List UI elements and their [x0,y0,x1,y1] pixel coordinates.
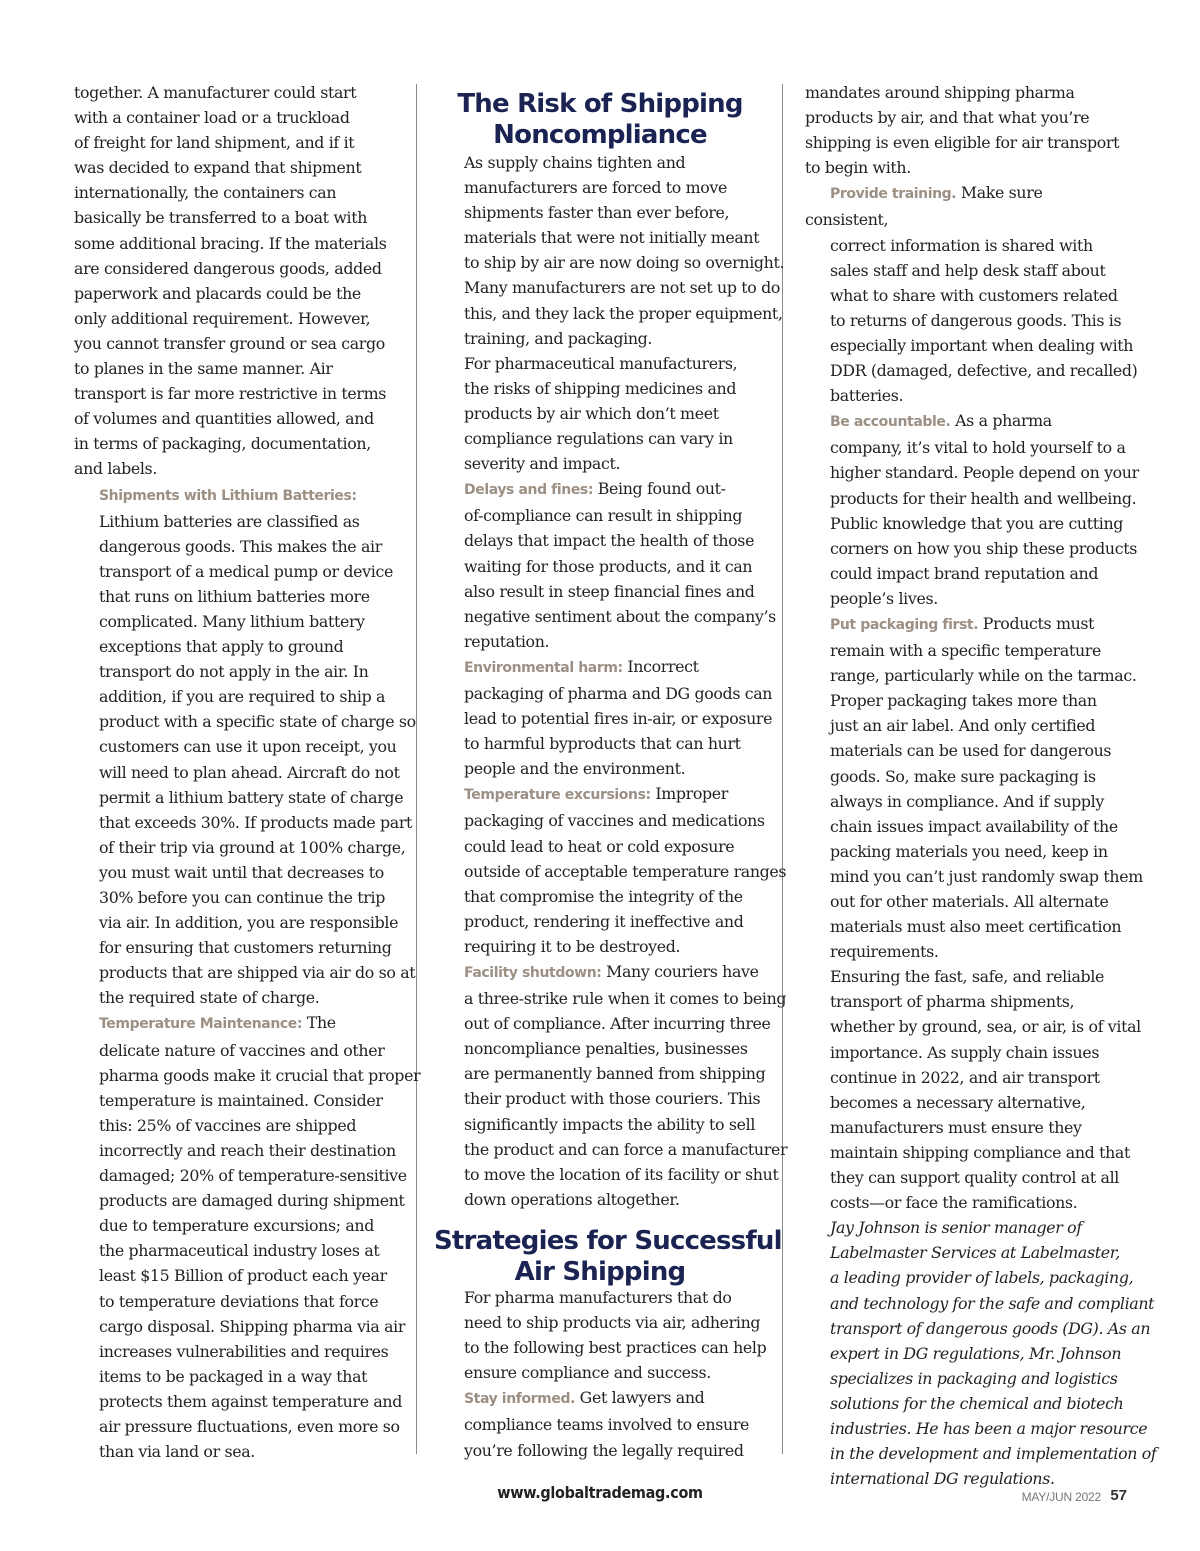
text-line: and labels. [74,459,157,479]
text-line: Public knowledge that you are cutting [830,513,1124,533]
lithium-lead: Shipments with Lithium Batteries: [99,487,357,504]
text-line: products that are shipped via air do so at [99,963,416,983]
text-line: compliance teams involved to ensure [464,1415,750,1435]
text-line: items to be packaged in a way that [99,1366,368,1386]
text-line: that runs on lithium batteries more [99,586,370,606]
text-line: transport of dangerous goods (DG). As an [830,1318,1151,1338]
text-line: could impact brand reputation and [830,563,1099,583]
text-line: only additional requirement. However, [74,308,371,328]
text-line: what to share with customers related [830,285,1118,305]
text-line: products for their health and wellbeing. [830,488,1137,508]
text-line: they can support quality control at all [830,1168,1119,1188]
text-line: together. A manufacturer could start [74,83,357,102]
text-line: significantly impacts the ability to sell [464,1114,756,1134]
text-line: reputation. [464,631,550,651]
text-line: for ensuring that customers returning [99,938,392,958]
text-line: a three-strike rule when it comes to being [464,989,787,1009]
text-line: Many manufacturers are not set up to do [464,278,781,298]
text-line: Lithium batteries are classified as [99,511,360,531]
text-line: Proper packaging takes more than [830,691,1097,711]
text-line: Ensuring the fast, safe, and reliable [830,967,1105,987]
text-line: product, rendering it ineffective and [464,911,744,931]
author-bio [805,1215,1157,1491]
text-line: becomes a necessary alternative, [830,1092,1086,1112]
text-line: negative sentiment about the company’s [464,606,776,626]
text-line: will need to plan ahead. Aircraft do not [99,762,400,782]
accountable-lead: Be accountable. [830,414,951,431]
text-line: dangerous goods. This makes the air [99,536,382,556]
text-line: especially important when dealing with [830,335,1134,355]
environmental-paragraph: Environmental harm: Incorrect packaging of pharma and DG goods can lead to potential fires in-air, or exposure to harmful byproducts that can hurt people and the environment. [439,654,761,781]
text-line: a leading provider of labels, packaging, [830,1268,1134,1288]
page-number: 57 [1110,1487,1127,1504]
text-line: that exceeds 30%. If products made part [99,812,413,832]
text-line: permit a lithium battery state of charge [99,787,404,807]
text-line: than via land or sea. [99,1442,255,1462]
text-line: products by air which don’t meet [464,403,719,423]
text-line: range, particularly while on the tarmac. [830,666,1137,686]
text-line: delicate nature of vaccines and other [99,1040,385,1060]
delays-paragraph: Delays and fines: Being found out- of-compliance can result in shipping delays that impact the health of those waiting for those products, and it can also result in steep financial fines and negative sentiment about the company’s reputation. [439,476,761,654]
text-line: to returns of dangerous goods. This is [830,310,1122,330]
text-line: importance. As supply chain issues [830,1042,1100,1062]
text-line: sales staff and help desk staff about [830,260,1106,280]
text-line: waiting for those products, and it can [464,556,753,576]
excursions-lead: Temperature excursions: [464,787,651,804]
text-line: the pharmaceutical industry loses at [99,1241,380,1261]
text-line: also result in steep financial fines and [464,581,755,601]
article-column-3 [805,80,1157,1491]
text-line: packaging of pharma and DG goods can [464,683,773,703]
text-line: due to temperature excursions; and [99,1216,375,1236]
intro-paragraph [74,80,396,482]
footer-issue-date: MAY/JUN 2022 [1021,1490,1101,1504]
text-line: For pharmaceutical manufacturers, [464,353,738,373]
text-line: requirements. [830,942,939,962]
text-line: mind you can’t just randomly swap them [830,866,1143,886]
column-divider-right [782,84,783,1454]
text-line: just an air label. And only certified [830,716,1096,736]
informed-paragraph: Stay informed. Get lawyers and compliance teams involved to ensure you’re following the legally required [439,1385,761,1462]
text-line: whether by ground, sea, or air, is of vital [830,1017,1141,1037]
text-line: costs—or face the ramifications. [830,1193,1078,1213]
text-line: in the development and implementation of [830,1444,1157,1464]
text-line: ensure compliance and success. [464,1363,711,1383]
article-column-1 [74,80,421,1464]
text-line: The Risk of Shipping [457,89,743,119]
text-line: corners on how you ship these products [830,538,1137,558]
text-line: severity and impact. [464,454,621,474]
text-line: incorrectly and reach their destination [99,1140,396,1160]
text-line: For pharma manufacturers that do [464,1288,732,1307]
packaging-lead: Put packaging first. [830,616,979,633]
text-line: transport of pharma shipments, [830,992,1075,1012]
text-line: packing materials you need, keep in [830,841,1108,861]
text-line: complicated. Many lithium battery [99,611,365,631]
best-practices-paragraph [439,1285,767,1385]
text-line: protects them against temperature and [99,1391,403,1411]
text-line: out for other materials. All alternate [830,892,1109,911]
text-line: you must wait until that decreases to [99,862,384,882]
text-line: and technology for the safe and compliant [830,1293,1155,1313]
text-line: to begin with. [805,158,911,178]
training-lead: Provide training. [830,186,957,203]
text-line: are permanently banned from shipping [464,1064,766,1084]
text-line: could lead to heat or cold exposure [464,836,735,856]
text-line: to temperature deviations that force [99,1291,379,1311]
text-line: damaged; 20% of temperature-sensitive [99,1166,407,1186]
text-line: maintain shipping compliance and that [830,1142,1130,1162]
text-line: their product with those couriers. This [464,1089,761,1109]
text-line: of freight for land shipment, and if it [74,133,355,153]
text-line: chain issues impact availability of the [830,816,1118,836]
text-line: to move the location of its facility or shut [464,1164,779,1184]
text-line: solutions for the chemical and biotech [830,1393,1124,1413]
text-line: customers can use it upon receipt, you [99,737,397,757]
text-line: Jay Johnson is senior manager of [830,1218,1082,1238]
text-line: Noncompliance [493,120,707,150]
text-line: product with a specific state of charge so [99,712,416,732]
text-line: training, and packaging. [464,328,653,348]
text-line: manufacturers are forced to move [464,178,727,198]
text-line: out of compliance. After incurring three [464,1014,771,1034]
text-line: of volumes and quantities allowed, and [74,409,374,429]
text-line: exceptions that apply to ground [99,637,344,657]
article-column-2-continued [439,1285,767,1463]
informed-lead: Stay informed. [464,1391,575,1408]
text-line: DDR (damaged, defective, and recalled) [830,361,1138,381]
text-line: paperwork and placards could be the [74,283,361,303]
text-line: shipping is even eligible for air transport [805,133,1120,153]
text-line: international DG regulations. [830,1469,1055,1489]
text-line: cargo disposal. Shipping pharma via air [99,1316,406,1336]
text-line: with a container load or a truckload [74,108,350,128]
shutdown-paragraph: Facility shutdown: Many couriers have a three-strike rule when it comes to being out of compliance. After incurring three noncompliance penalties, businesses are permanently banned from shipping their product with those couriers. This significantly impacts the ability to sell the product and can force a manufacturer to move the location of its facility or shut down operations altogether. [439,959,761,1212]
text-line: transport of a medical pump or device [99,561,393,581]
text-line: higher standard. People depend on your [830,463,1139,483]
text-line: need to ship products via air, adhering [464,1313,761,1333]
pharma-risks-paragraph [439,351,761,476]
section-heading-risk [439,89,761,151]
text-line: via air. In addition, you are responsible [99,913,399,933]
text-line: materials must also meet certification [830,917,1122,937]
text-line: increases vulnerabilities and requires [99,1341,389,1361]
temperature-paragraph: Temperature Maintenance: The delicate nature of vaccines and other pharma goods make it crucial that proper temperature is maintained. Consider this: 25% of vaccines are shipped incorrectly and reach their destination damaged; 20% of temperature-sensitive products are damaged during shipment due to temperature excursions; and the pharmaceutical industry loses at least $15 Billion of product each year to temperature deviations that force cargo disposal. Shipping pharma via air increases vulnerabilities and requires items to be packaged in a way that protects them against temperature and air pressure fluctuations, even more so than via land or sea. [74,1010,396,1464]
lithium-paragraph [74,482,416,1011]
text-line: to harmful byproducts that can hurt [464,734,741,754]
text-line: the risks of shipping medicines and [464,378,737,398]
text-line: Strategies for Successful [434,1226,782,1256]
text-line: delays that impact the health of those [464,531,755,551]
text-line: products by air, and that what you’re [805,108,1090,128]
text-line: requiring it to be destroyed. [464,936,681,956]
text-line: batteries. [830,386,904,406]
text-line: down operations altogether. [464,1189,680,1209]
text-line: was decided to expand that shipment [74,158,362,178]
text-line: you cannot transfer ground or sea cargo [74,333,385,353]
text-line: materials can be used for dangerous [830,741,1112,761]
excursions-paragraph: Temperature excursions: Improper packaging of vaccines and medications could lead to heat or cold exposure outside of acceptable temperature ranges that compromise the integrity of the product, rendering it ineffective and requiring it to be destroyed. [439,781,761,959]
mandates-paragraph [805,80,1129,180]
text-line: industries. He has been a major resource [830,1418,1148,1438]
text-line: the required state of charge. [99,988,320,1008]
text-line: are considered dangerous goods, added [74,258,382,278]
shutdown-lead: Facility shutdown: [464,965,602,981]
text-line: compliance regulations can vary in [464,429,733,449]
accountable-paragraph: Be accountable. As a pharma company, it’s vital to hold yourself to a higher standard. People depend on your products for their health and wellbeing. Public knowledge that you are cutting corners on how you ship these products could impact brand reputation and people’s lives. [805,408,1129,611]
text-line: products are damaged during shipment [99,1191,405,1211]
text-line: people and the environment. [464,759,686,779]
text-line: Air Shipping [514,1257,686,1287]
text-line: outside of acceptable temperature ranges [464,861,787,881]
text-line: air pressure fluctuations, even more so [99,1416,400,1436]
text-line: correct information is shared with [830,235,1093,255]
text-line: continue in 2022, and air transport [830,1067,1100,1087]
text-line: of their trip via ground at 100% charge, [99,837,406,857]
text-line: this: 25% of vaccines are shipped [99,1115,357,1135]
text-line: internationally, the containers can [74,183,337,203]
text-line: the product and can force a manufacturer [464,1139,788,1159]
environmental-lead: Environmental harm: [464,659,623,676]
text-line: materials that were not initially meant [464,228,760,248]
text-line: specializes in packaging and logistics [830,1368,1118,1388]
text-line: 30% before you can continue the trip [99,888,385,907]
text-line: to ship by air are now doing so overnight. [464,253,785,273]
text-line: As supply chains tighten and [464,153,686,172]
text-line: to planes in the same manner. Air [74,359,333,379]
text-line: Labelmaster Services at Labelmaster, [830,1243,1120,1263]
column-divider-left [416,84,417,1454]
delays-lead: Delays and fines: [464,482,594,499]
text-line: to the following best practices can help [464,1338,767,1358]
text-line: that compromise the integrity of the [464,886,743,906]
text-line: of-compliance can result in shipping [464,506,743,526]
text-line: least $15 Billion of product each year [99,1266,387,1286]
text-line: pharma goods make it crucial that proper [99,1065,421,1085]
text-line: goods. So, make sure packaging is [830,766,1096,786]
text-line: company, it’s vital to hold yourself to a [830,438,1126,458]
text-line: this, and they lack the proper equipment, [464,303,783,323]
training-paragraph: Provide training. Make sure consistent, correct information is shared with sales staff and help desk staff about what to share with customers related to returns of dangerous goods. This is especially important when dealing with DDR (damaged, defective, and recalled) batteries. [805,180,1129,408]
text-line: mandates around shipping pharma [805,83,1075,102]
text-line: basically be transferred to a boat with [74,208,368,228]
section-heading-strategies [434,1226,782,1288]
text-line: expert in DG regulations, Mr. Johnson [830,1343,1122,1363]
text-line: in terms of packaging, documentation, [74,434,371,454]
text-line: you’re following the legally required [464,1440,744,1460]
text-line: always in compliance. And if supply [830,791,1104,811]
text-line: lead to potential fires in-air, or exposure [464,709,773,729]
footer-website-url: www.globaltrademag.com [497,1483,703,1502]
closing-paragraph [805,964,1141,1215]
text-line: transport is far more restrictive in terms [74,384,386,404]
temperature-lead: Temperature Maintenance: [99,1016,303,1033]
text-line: noncompliance penalties, businesses [464,1039,748,1059]
text-line: packaging of vaccines and medications [464,811,765,831]
text-line: some additional bracing. If the materials [74,233,387,253]
text-line: manufacturers must ensure they [830,1117,1082,1137]
text-line: temperature is maintained. Consider [99,1090,383,1110]
packaging-paragraph: Put packaging first. Products must remain with a specific temperature range, particularly while on the tarmac. Proper packaging takes more than just an air label. And only certified materials can be used for dangerous goods. So, make sure packaging is always in compliance. And if supply chain issues impact availability of the packing materials you need, keep in mind you can’t just randomly swap them out for other materials. All alternate materials must also meet certification requirements. [805,611,1129,964]
text-line: shipments faster than ever before, [464,203,730,223]
text-line: transport do not apply in the air. In [99,662,369,682]
text-line: people’s lives. [830,588,938,608]
supply-chain-paragraph [439,150,785,351]
text-line: addition, if you are required to ship a [99,687,386,707]
article-column-2 [439,150,788,1212]
text-line: remain with a specific temperature [830,641,1101,661]
